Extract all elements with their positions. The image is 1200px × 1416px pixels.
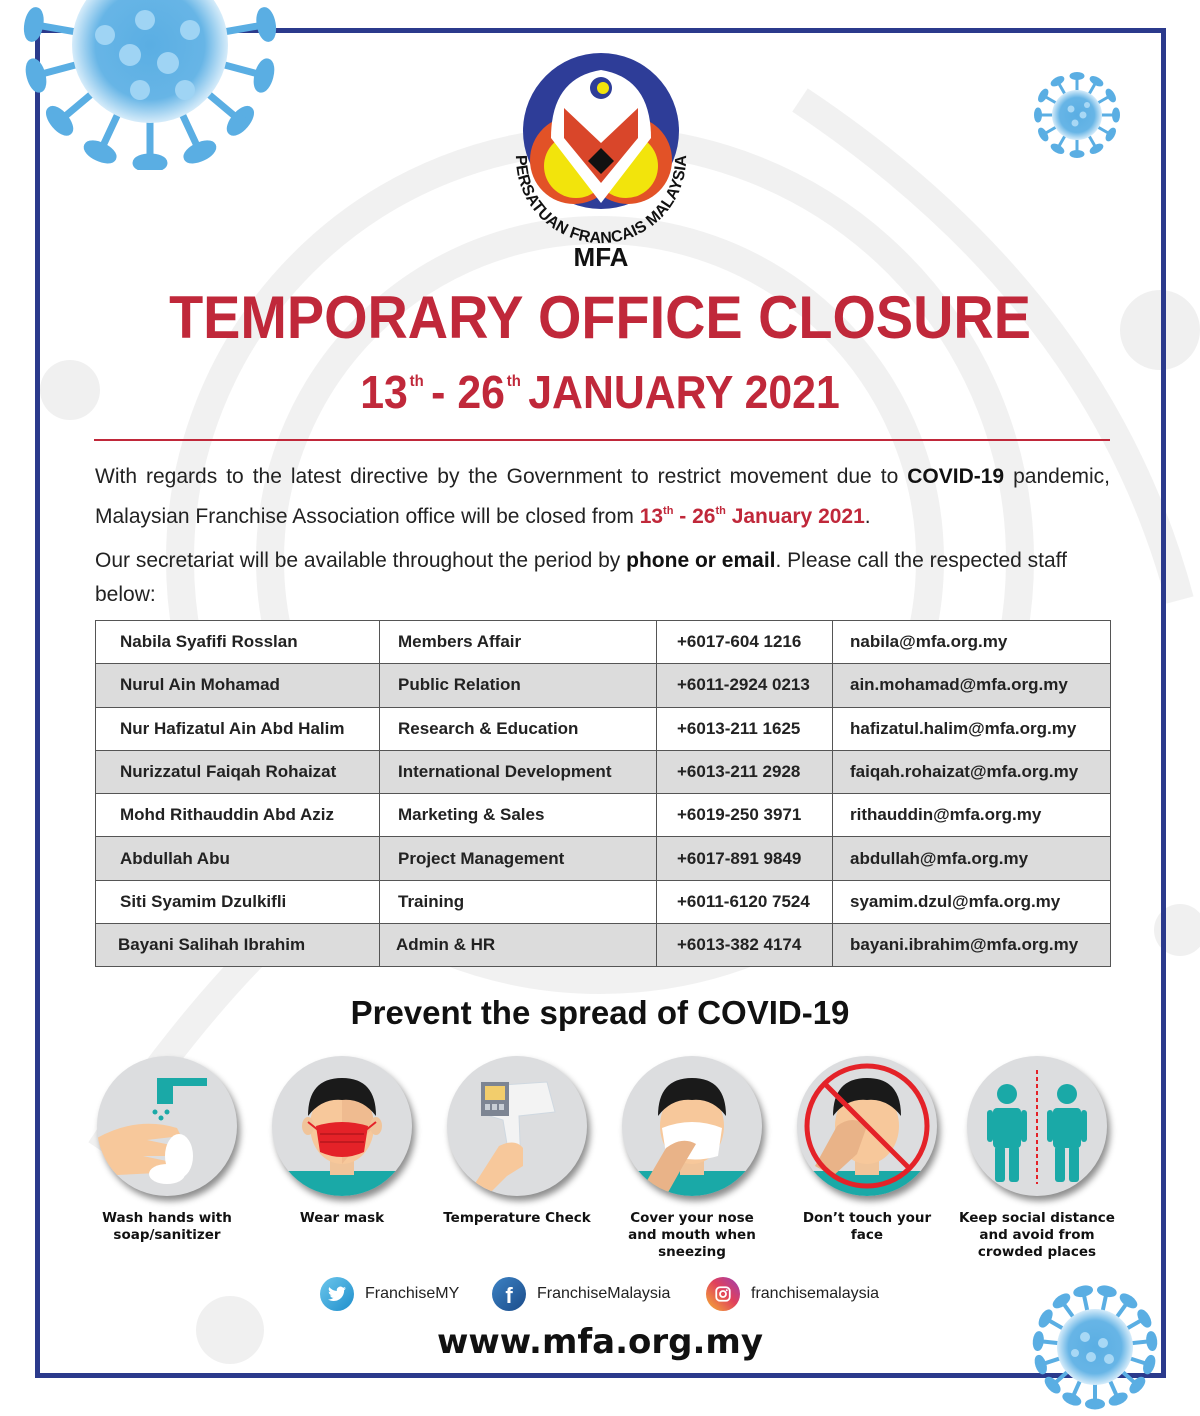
- staff-name: Nur Hafizatul Ain Abd Halim: [96, 707, 380, 750]
- facebook-icon: f: [492, 1277, 526, 1311]
- tip-temperature-check: Temperature Check: [432, 1056, 602, 1227]
- staff-email[interactable]: abdullah@mfa.org.my: [833, 837, 1111, 880]
- staff-email[interactable]: faiqah.rohaizat@mfa.org.my: [833, 750, 1111, 793]
- staff-phone[interactable]: +6017-604 1216: [657, 621, 833, 664]
- staff-phone[interactable]: +6017-891 9849: [657, 837, 833, 880]
- staff-name: Bayani Salihah Ibrahim: [96, 924, 380, 967]
- staff-department: Members Affair: [380, 621, 657, 664]
- prevention-title: Prevent the spread of COVID-19: [350, 994, 850, 1031]
- table-row: [96, 837, 1111, 880]
- staff-contact-table: [95, 620, 1111, 967]
- staff-name: Siti Syamim Dzulkifli: [96, 880, 380, 923]
- table-row: [96, 664, 1111, 707]
- thermometer-gun-icon: [447, 1056, 587, 1196]
- table-row: [96, 750, 1111, 793]
- staff-name: Mohd Rithauddin Abd Aziz: [96, 794, 380, 837]
- staff-email[interactable]: rithauddin@mfa.org.my: [833, 794, 1111, 837]
- staff-department: Marketing & Sales: [380, 794, 657, 837]
- staff-name: Nurul Ain Mohamad: [96, 664, 380, 707]
- staff-department: Admin & HR: [380, 924, 657, 967]
- instagram-link[interactable]: franchisemalaysia: [706, 1277, 879, 1311]
- staff-phone[interactable]: +6011-6120 7524: [657, 880, 833, 923]
- facebook-link[interactable]: f FranchiseMalaysia: [492, 1277, 670, 1311]
- table-row: [96, 621, 1111, 664]
- table-row: [96, 880, 1111, 923]
- staff-phone[interactable]: +6013-211 1625: [657, 707, 833, 750]
- staff-phone[interactable]: +6013-382 4174: [657, 924, 833, 967]
- closure-date-range: 13 $^{th}$ - 26 $^{th}$ JANUARY 2021: [360, 366, 840, 418]
- table-row: [96, 707, 1111, 750]
- staff-department: International Development: [380, 750, 657, 793]
- staff-department: Research & Education: [380, 707, 657, 750]
- tip-no-face-touch: Don’t touch your face: [782, 1056, 952, 1244]
- staff-phone[interactable]: +6011-2924 0213: [657, 664, 833, 707]
- logo-acronym: MFA: [573, 242, 629, 272]
- twitter-icon: [320, 1277, 354, 1311]
- contact-paragraph: Our secretariat will be available throughout the period by phone or email. Please call the respected staff below:: [95, 549, 1067, 606]
- page-title: TEMPORARY OFFICE CLOSURE: [169, 284, 1031, 351]
- staff-phone[interactable]: +6013-211 2928: [657, 750, 833, 793]
- cover-sneeze-icon: [622, 1056, 762, 1196]
- hand-washing-icon: [97, 1056, 237, 1196]
- staff-name: Nabila Syafifi Rosslan: [96, 621, 380, 664]
- staff-department: Training: [380, 880, 657, 923]
- divider: [94, 439, 1110, 441]
- staff-email[interactable]: bayani.ibrahim@mfa.org.my: [833, 924, 1111, 967]
- prevention-tips: [82, 1056, 1122, 1266]
- virus-icon: [20, 0, 280, 170]
- tip-wear-mask: Wear mask: [257, 1056, 427, 1227]
- staff-email[interactable]: nabila@mfa.org.my: [833, 621, 1111, 664]
- table-row: [96, 794, 1111, 837]
- staff-email[interactable]: syamim.dzul@mfa.org.my: [833, 880, 1111, 923]
- social-distance-icon: [967, 1056, 1107, 1196]
- table-row: [96, 924, 1111, 967]
- instagram-icon: [706, 1277, 740, 1311]
- virus-icon: [1032, 70, 1122, 160]
- social-links: [0, 1277, 1200, 1317]
- website-link[interactable]: www.mfa.org.my: [436, 1322, 764, 1362]
- tip-social-distance: Keep social distance and avoid from crowded places: [952, 1056, 1122, 1261]
- twitter-link[interactable]: FranchiseMY: [320, 1277, 459, 1311]
- staff-department: Public Relation: [380, 664, 657, 707]
- mfa-logo: [496, 48, 706, 273]
- no-face-touch-icon: [797, 1056, 937, 1196]
- staff-phone[interactable]: +6019-250 3971: [657, 794, 833, 837]
- staff-name: Abdullah Abu: [96, 837, 380, 880]
- logo-ring-text: PERSATUAN FRANCAIS MALAYSIA: [511, 154, 691, 248]
- tip-cover-sneeze: Cover your nose and mouth when sneezing: [607, 1056, 777, 1261]
- staff-email[interactable]: ain.mohamad@mfa.org.my: [833, 664, 1111, 707]
- staff-department: Project Management: [380, 837, 657, 880]
- staff-name: Nurizzatul Faiqah Rohaizat: [96, 750, 380, 793]
- staff-email[interactable]: hafizatul.halim@mfa.org.my: [833, 707, 1111, 750]
- tip-wash-hands: Wash hands with soap/sanitizer: [82, 1056, 252, 1244]
- notice-paragraph: With regards to the latest directive by the Government to restrict movement due to COVID-19 pandemic, Malaysian Franchise Association office will be closed from 13th - 26th January 2021.: [95, 465, 1110, 528]
- face-mask-icon: [272, 1056, 412, 1196]
